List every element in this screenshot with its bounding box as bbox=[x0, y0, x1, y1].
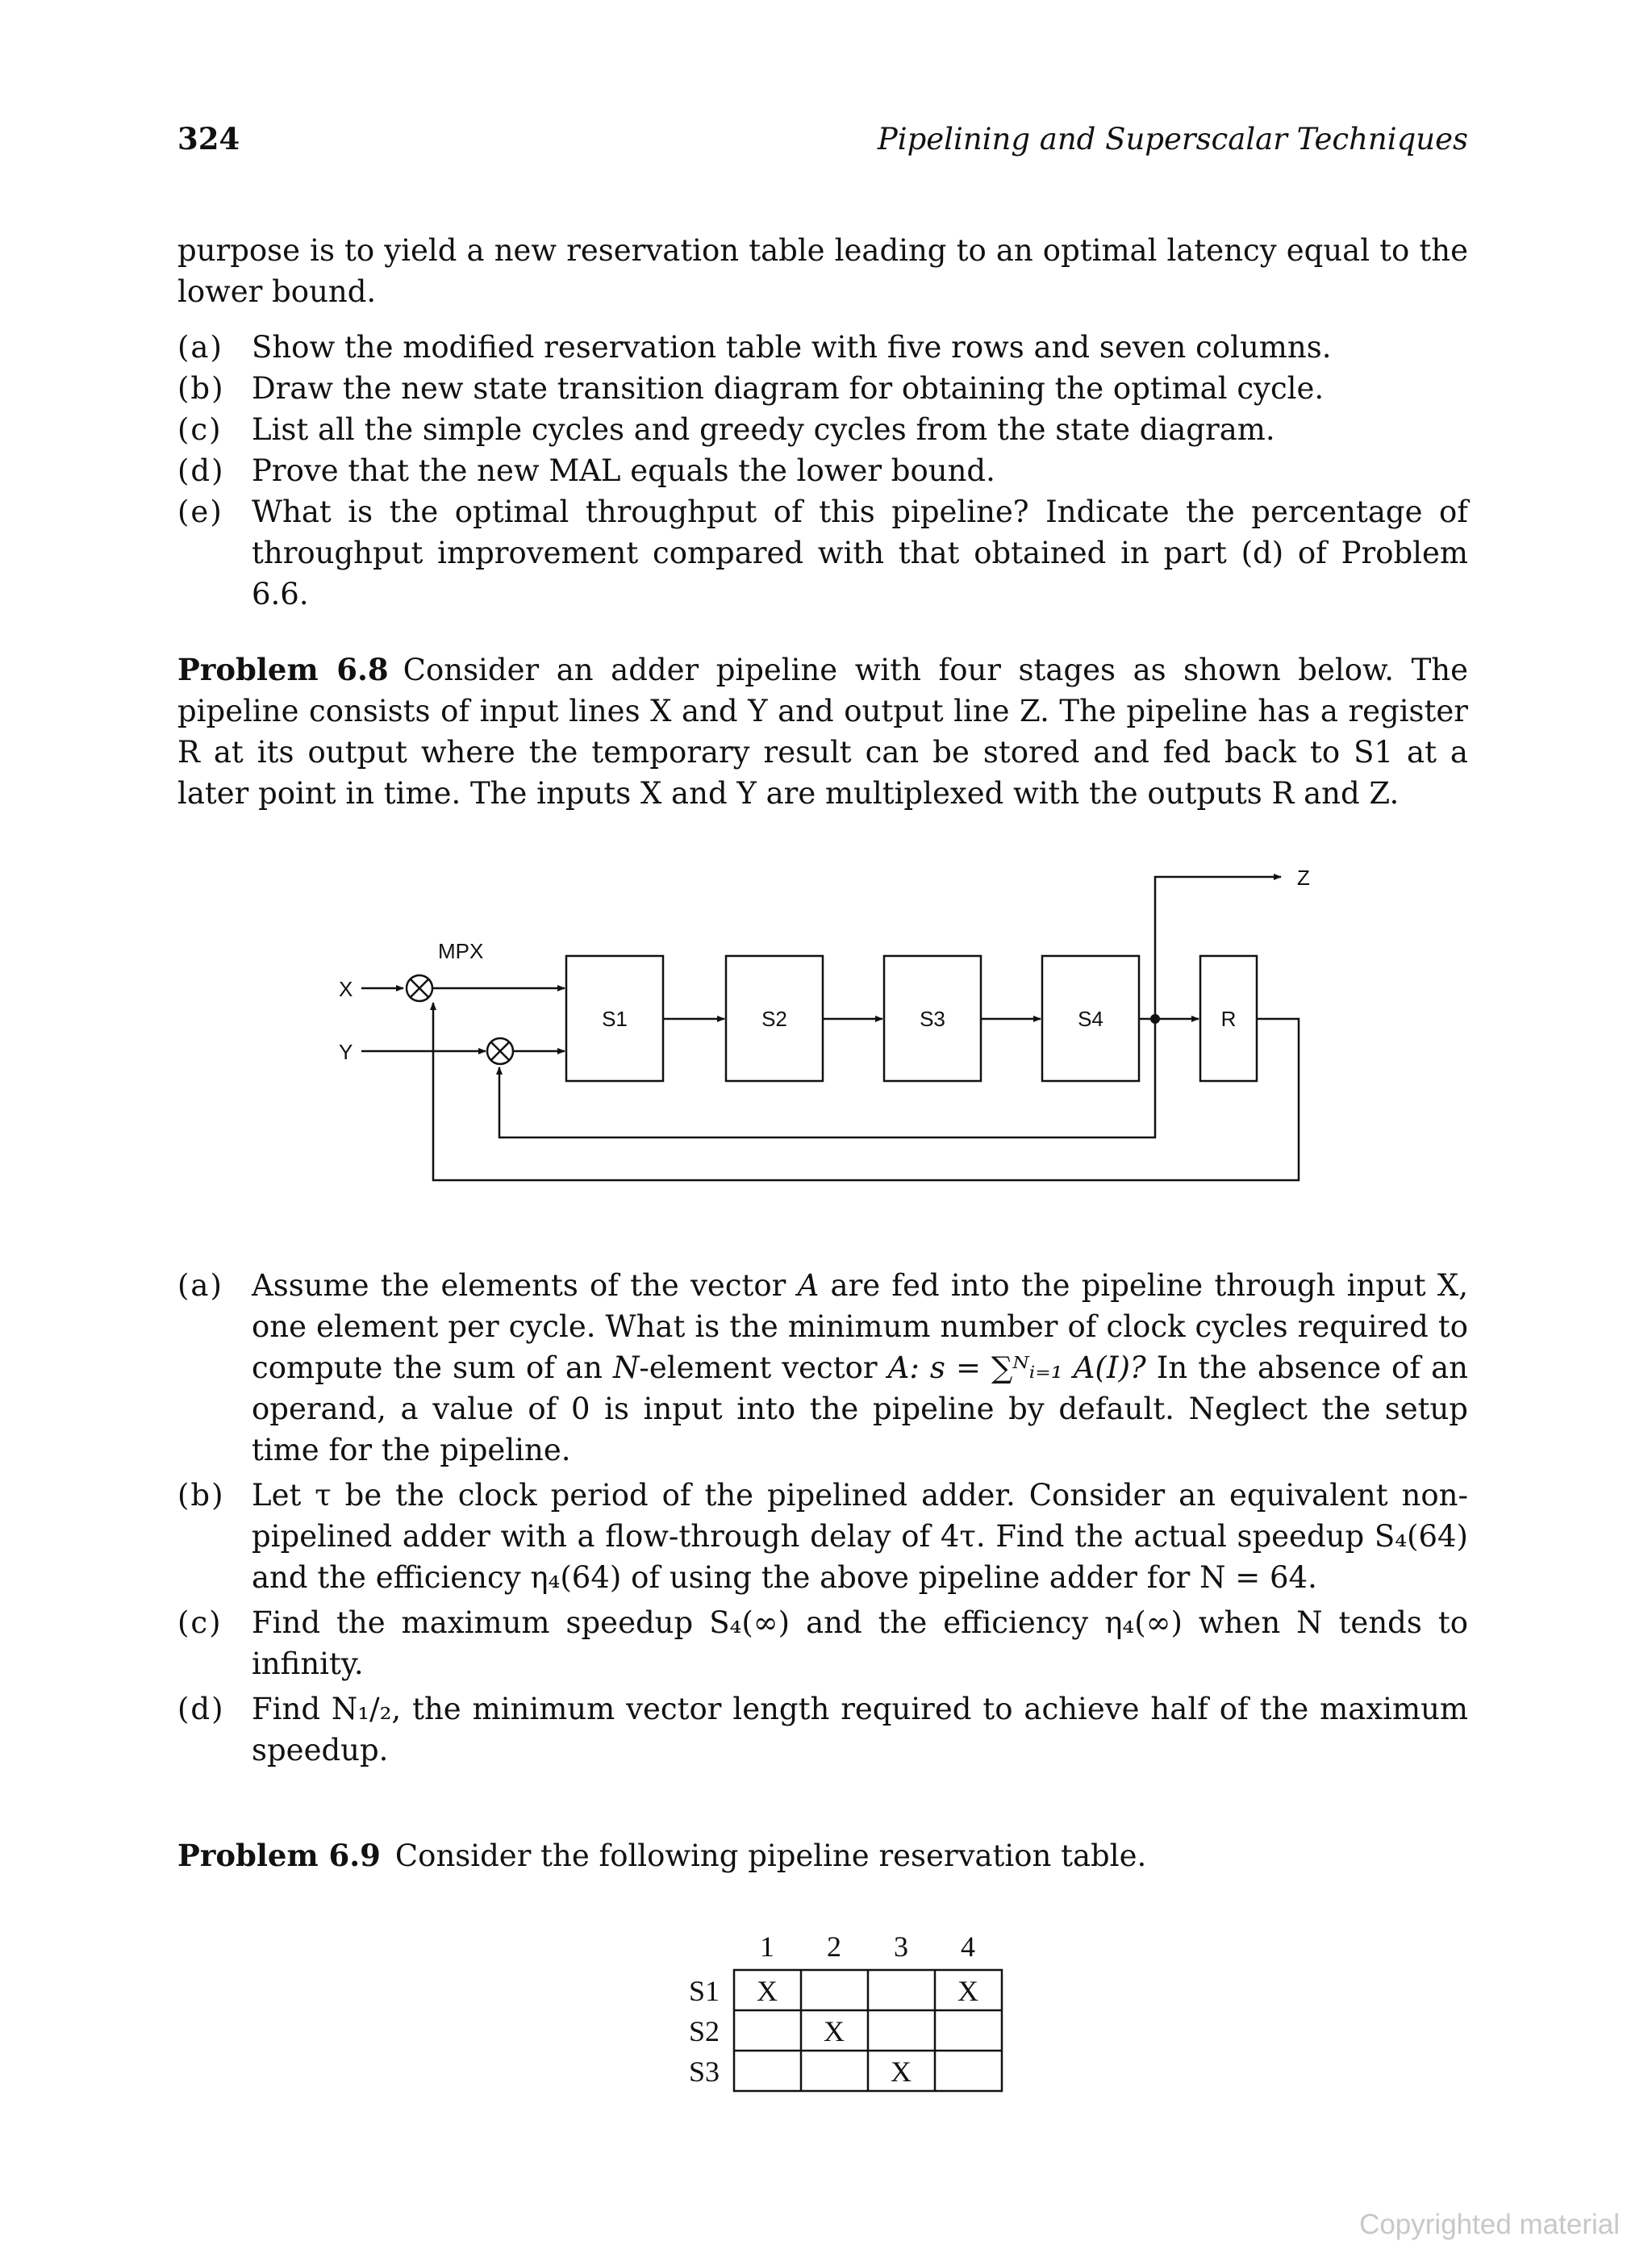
part-text: Find the maximum speedup S₄(∞) and the efficiency η₄(∞) when N tends to infinity. bbox=[252, 1605, 1468, 1681]
mux2-icon bbox=[487, 1038, 513, 1064]
input-y-label: Y bbox=[339, 1040, 353, 1064]
intro-paragraph: purpose is to yield a new reservation table leading to an optimal latency equal to the lower bound. bbox=[177, 233, 1468, 309]
part-text bbox=[252, 1265, 1468, 1471]
sum-formula: : s = ∑ᴺᵢ₌₁ A(I)? bbox=[909, 1350, 1146, 1385]
problem-6-8-parts bbox=[177, 1265, 1468, 1775]
problem-label: Problem 6.9 bbox=[177, 1838, 381, 1873]
problem-text: Consider the following pipeline reservation table. bbox=[394, 1838, 1147, 1873]
stage-s3-label: S3 bbox=[920, 1007, 945, 1031]
row-label: S1 bbox=[688, 1975, 720, 2007]
part-label: (d) bbox=[177, 1692, 225, 1726]
part-text: Let τ be the clock period of the pipelined adder. Consider an equivalent non-pipelined adder with a flow-through delay of 4τ. Find the actual speedup S₄(64) and the efficiency η₄(64) of using the above pipeline adder for N = 64. bbox=[252, 1478, 1468, 1595]
problem-text: Consider an adder pipeline with four stages as shown below. The pipeline consists of input lines X and Y and output line Z. The pipeline has a register R at its output where the temporary result can be stored and fed back to S1 at a later point in time. The inputs X and Y are multiplexed with the outputs R and Z. bbox=[177, 653, 1468, 811]
list-item bbox=[177, 491, 1468, 615]
output-z-label: Z bbox=[1297, 866, 1310, 890]
register-r-label: R bbox=[1220, 1007, 1237, 1031]
list-item bbox=[177, 1265, 1468, 1471]
list-item bbox=[177, 327, 1468, 368]
reservation-table bbox=[661, 1920, 1016, 2105]
part-text: Draw the new state transition diagram for obtaining the optimal cycle. bbox=[252, 371, 1325, 406]
part-label: (a) bbox=[177, 330, 223, 365]
text-run: -element vector bbox=[639, 1350, 888, 1385]
problem-label: Problem 6.8 bbox=[177, 652, 389, 687]
input-x-label: X bbox=[339, 977, 353, 1001]
part-label: (e) bbox=[177, 495, 223, 529]
page-number: 324 bbox=[177, 121, 240, 157]
row-label: S2 bbox=[688, 2015, 720, 2047]
stage-s1-label: S1 bbox=[602, 1007, 628, 1031]
column-header: 1 bbox=[760, 1930, 774, 1963]
part-label: (c) bbox=[177, 1605, 223, 1640]
z-output-line bbox=[1155, 877, 1281, 1019]
column-header: 3 bbox=[894, 1930, 908, 1963]
r-feedback-line bbox=[433, 1003, 1299, 1180]
column-header: 2 bbox=[827, 1930, 841, 1963]
problem-6-7-parts bbox=[177, 327, 1468, 615]
problem-6-9-statement bbox=[177, 1835, 1468, 1876]
list-item bbox=[177, 450, 1468, 491]
list-item bbox=[177, 368, 1468, 409]
text-run: Assume the elements of the vector bbox=[252, 1268, 798, 1303]
table-cell: X bbox=[891, 2055, 912, 2088]
part-label: (d) bbox=[177, 453, 225, 488]
row-label: S3 bbox=[688, 2055, 720, 2088]
list-item bbox=[177, 409, 1468, 450]
part-text: List all the simple cycles and greedy cycles from the state diagram. bbox=[252, 412, 1275, 447]
list-item bbox=[177, 1602, 1468, 1684]
table-cell: X bbox=[824, 2015, 845, 2047]
column-header: 4 bbox=[961, 1930, 975, 1963]
z-feedback-line bbox=[499, 1019, 1155, 1137]
part-label: (c) bbox=[177, 412, 223, 447]
running-title: Pipelining and Superscalar Techniques bbox=[877, 122, 1468, 157]
var-a: A bbox=[797, 1268, 820, 1303]
list-item bbox=[177, 1688, 1468, 1771]
mpx-label: MPX bbox=[438, 939, 484, 963]
part-text: Prove that the new MAL equals the lower bound. bbox=[252, 453, 995, 488]
mux1-icon bbox=[407, 975, 432, 1001]
var-n: N bbox=[613, 1350, 640, 1385]
stage-s4-label: S4 bbox=[1078, 1007, 1103, 1031]
part-label: (a) bbox=[177, 1268, 223, 1303]
copyright-watermark: Copyrighted material bbox=[1359, 2209, 1620, 2240]
stage-s2-label: S2 bbox=[761, 1007, 787, 1031]
problem-6-8-statement bbox=[177, 649, 1468, 814]
table-cell: X bbox=[957, 1975, 978, 2007]
part-label: (b) bbox=[177, 1478, 225, 1513]
text-run: are fed into the pipeline through input X, one element per cycle. What is the minimum number of clock cycles required to compute the sum of an bbox=[252, 1268, 1468, 1385]
list-item bbox=[177, 1475, 1468, 1598]
part-label: (b) bbox=[177, 371, 225, 406]
page-header bbox=[177, 121, 1468, 157]
table-cell: X bbox=[757, 1975, 778, 2007]
text-run: In the absence of an operand, a value of 0 is input into the pipeline by default. Neglect the setup time for the pipeline. bbox=[252, 1350, 1468, 1467]
part-text: Show the modified reservation table with five rows and seven columns. bbox=[252, 330, 1332, 365]
junction-dot bbox=[1150, 1014, 1160, 1024]
adder-pipeline-diagram bbox=[307, 843, 1323, 1198]
part-text: Find N₁/₂, the minimum vector length required to achieve half of the maximum speedup. bbox=[252, 1692, 1468, 1767]
var-a: A bbox=[887, 1350, 910, 1385]
part-text: What is the optimal throughput of this pipeline? Indicate the percentage of throughput improvement compared with that obtained in part (d) of Problem 6.6. bbox=[252, 495, 1468, 611]
